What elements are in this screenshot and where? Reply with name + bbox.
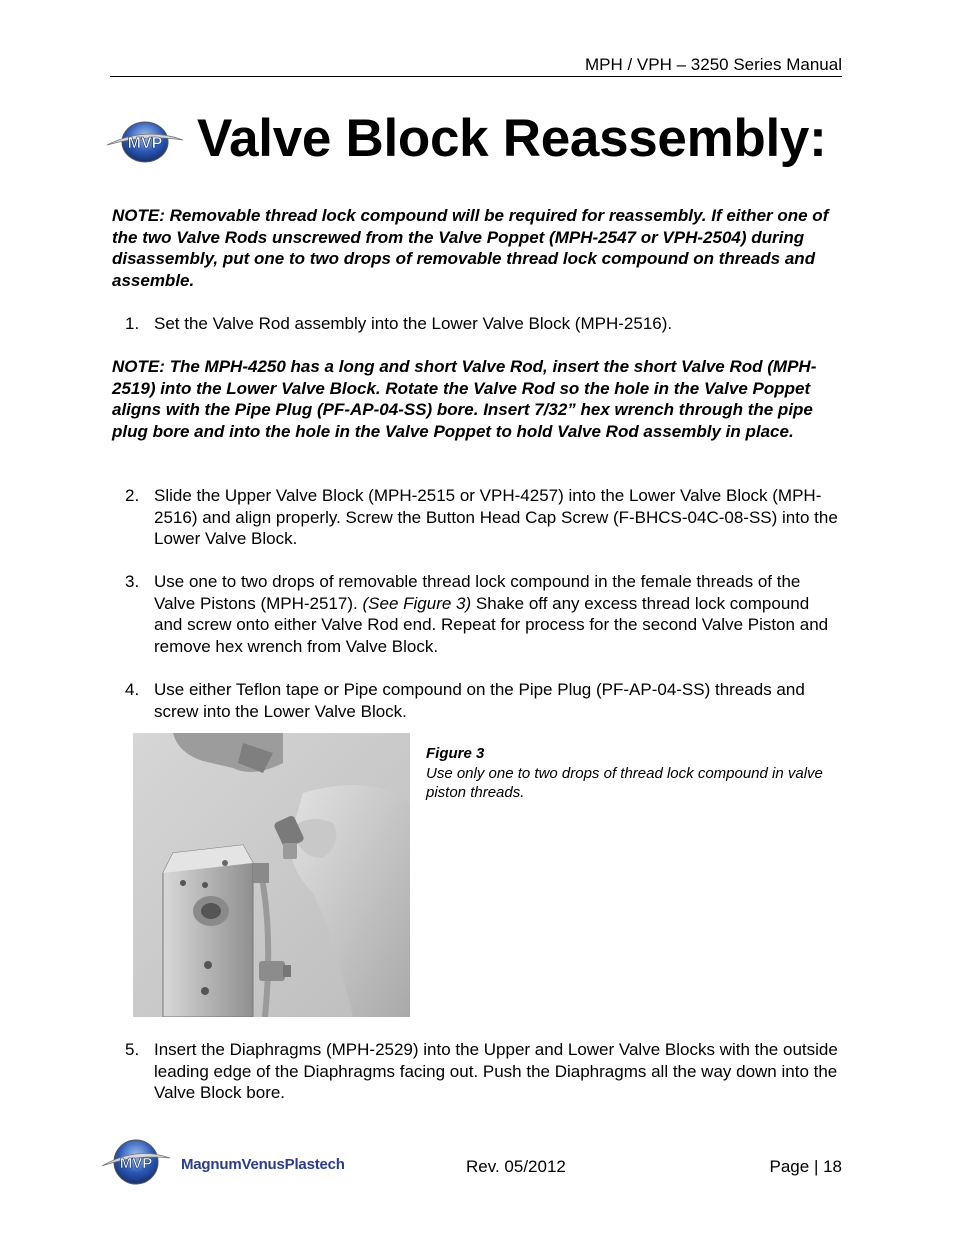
step-number: 5. xyxy=(125,1040,140,1059)
note-thread-lock: NOTE: Removable thread lock compound will be required for reassembly. If either one of the two Valve Rods unscrewed from the Valve Poppet (MPH-2547 or VPH-2504) during disassembly, put one to two drops of removable thread lock compound on threads and assemble. xyxy=(112,206,829,290)
figure-3-photo xyxy=(133,733,410,1017)
step-text-a: Use one to two drops of removable thread lock compound in the female threads of the Valve Pistons (MPH-2517). xyxy=(154,572,801,613)
step-text: Use either Teflon tape or Pipe compound on the Pipe Plug (PF-AP-04-SS) threads and screw into the Lower Valve Block. xyxy=(154,680,805,721)
step-2 xyxy=(112,485,842,550)
step-number: 3. xyxy=(125,572,140,591)
footer-mvp-logo-icon xyxy=(100,1136,172,1188)
header-divider xyxy=(110,76,842,77)
footer-brand-name xyxy=(181,1156,345,1173)
step-5 xyxy=(112,1039,842,1104)
step-text: Set the Valve Rod assembly into the Lower Valve Block (MPH-2516). xyxy=(154,314,673,333)
figure-reference: (See Figure 3) xyxy=(362,593,472,613)
step-text: Insert the Diaphragms (MPH-2529) into the Upper and Lower Valve Blocks with the outside leading edge of the Diaphragms facing out. Push the Diaphragms all the way down into the Valve Block bore. xyxy=(154,1040,838,1103)
brand-magnum: Magnum xyxy=(181,1156,242,1173)
manual-title: MPH / VPH – 3250 Series Manual xyxy=(584,55,842,74)
footer-revision: Rev. 05/2012 xyxy=(466,1157,566,1176)
step-number: 2. xyxy=(125,486,140,505)
step-text: Slide the Upper Valve Block (MPH-2515 or VPH-4257) into the Lower Valve Block (MPH-2516) and align properly. Screw the Button Head Cap Screw (F-BHCS-04C-08-SS) into the Lower Valve Block. xyxy=(154,486,838,549)
figure-title: Figure 3 xyxy=(426,745,485,762)
page-title: Valve Block Reassembly: xyxy=(197,109,827,168)
brand-venus: Venus xyxy=(241,1156,285,1173)
mvp-logo-icon xyxy=(105,118,185,164)
step-text-b: Shake off any excess thread lock compound and screw onto either Valve Rod end. Repeat for process for the second Valve Piston and remove hex wrench from Valve Block. xyxy=(154,593,829,656)
footer-page-number: Page | 18 xyxy=(769,1157,842,1176)
note-valve-rod: NOTE: The MPH-4250 has a long and short Valve Rod, insert the short Valve Rod (MPH-2519) into the Lower Valve Block. Rotate the Valve Rod so the hole in the Valve Poppet aligns with the Pipe Plug (PF-AP-04-SS) bore. Insert 7/32” hex wrench through the pipe plug bore and into the hole in the Valve Poppet to hold Valve Rod assembly in place. xyxy=(112,357,817,441)
step-number: 1. xyxy=(125,314,140,333)
step-text xyxy=(154,571,842,657)
figure-caption-text: Use only one to two drops of thread lock compound in valve piston threads. xyxy=(426,764,823,801)
step-3 xyxy=(112,571,842,657)
brand-plastech: Plastech xyxy=(284,1156,345,1173)
step-4 xyxy=(112,679,842,722)
step-1 xyxy=(112,313,842,335)
step-number: 4. xyxy=(125,680,140,699)
svg-text:MVP: MVP xyxy=(127,135,163,152)
figure-caption xyxy=(426,744,846,803)
svg-text:MVP: MVP xyxy=(119,1155,153,1172)
